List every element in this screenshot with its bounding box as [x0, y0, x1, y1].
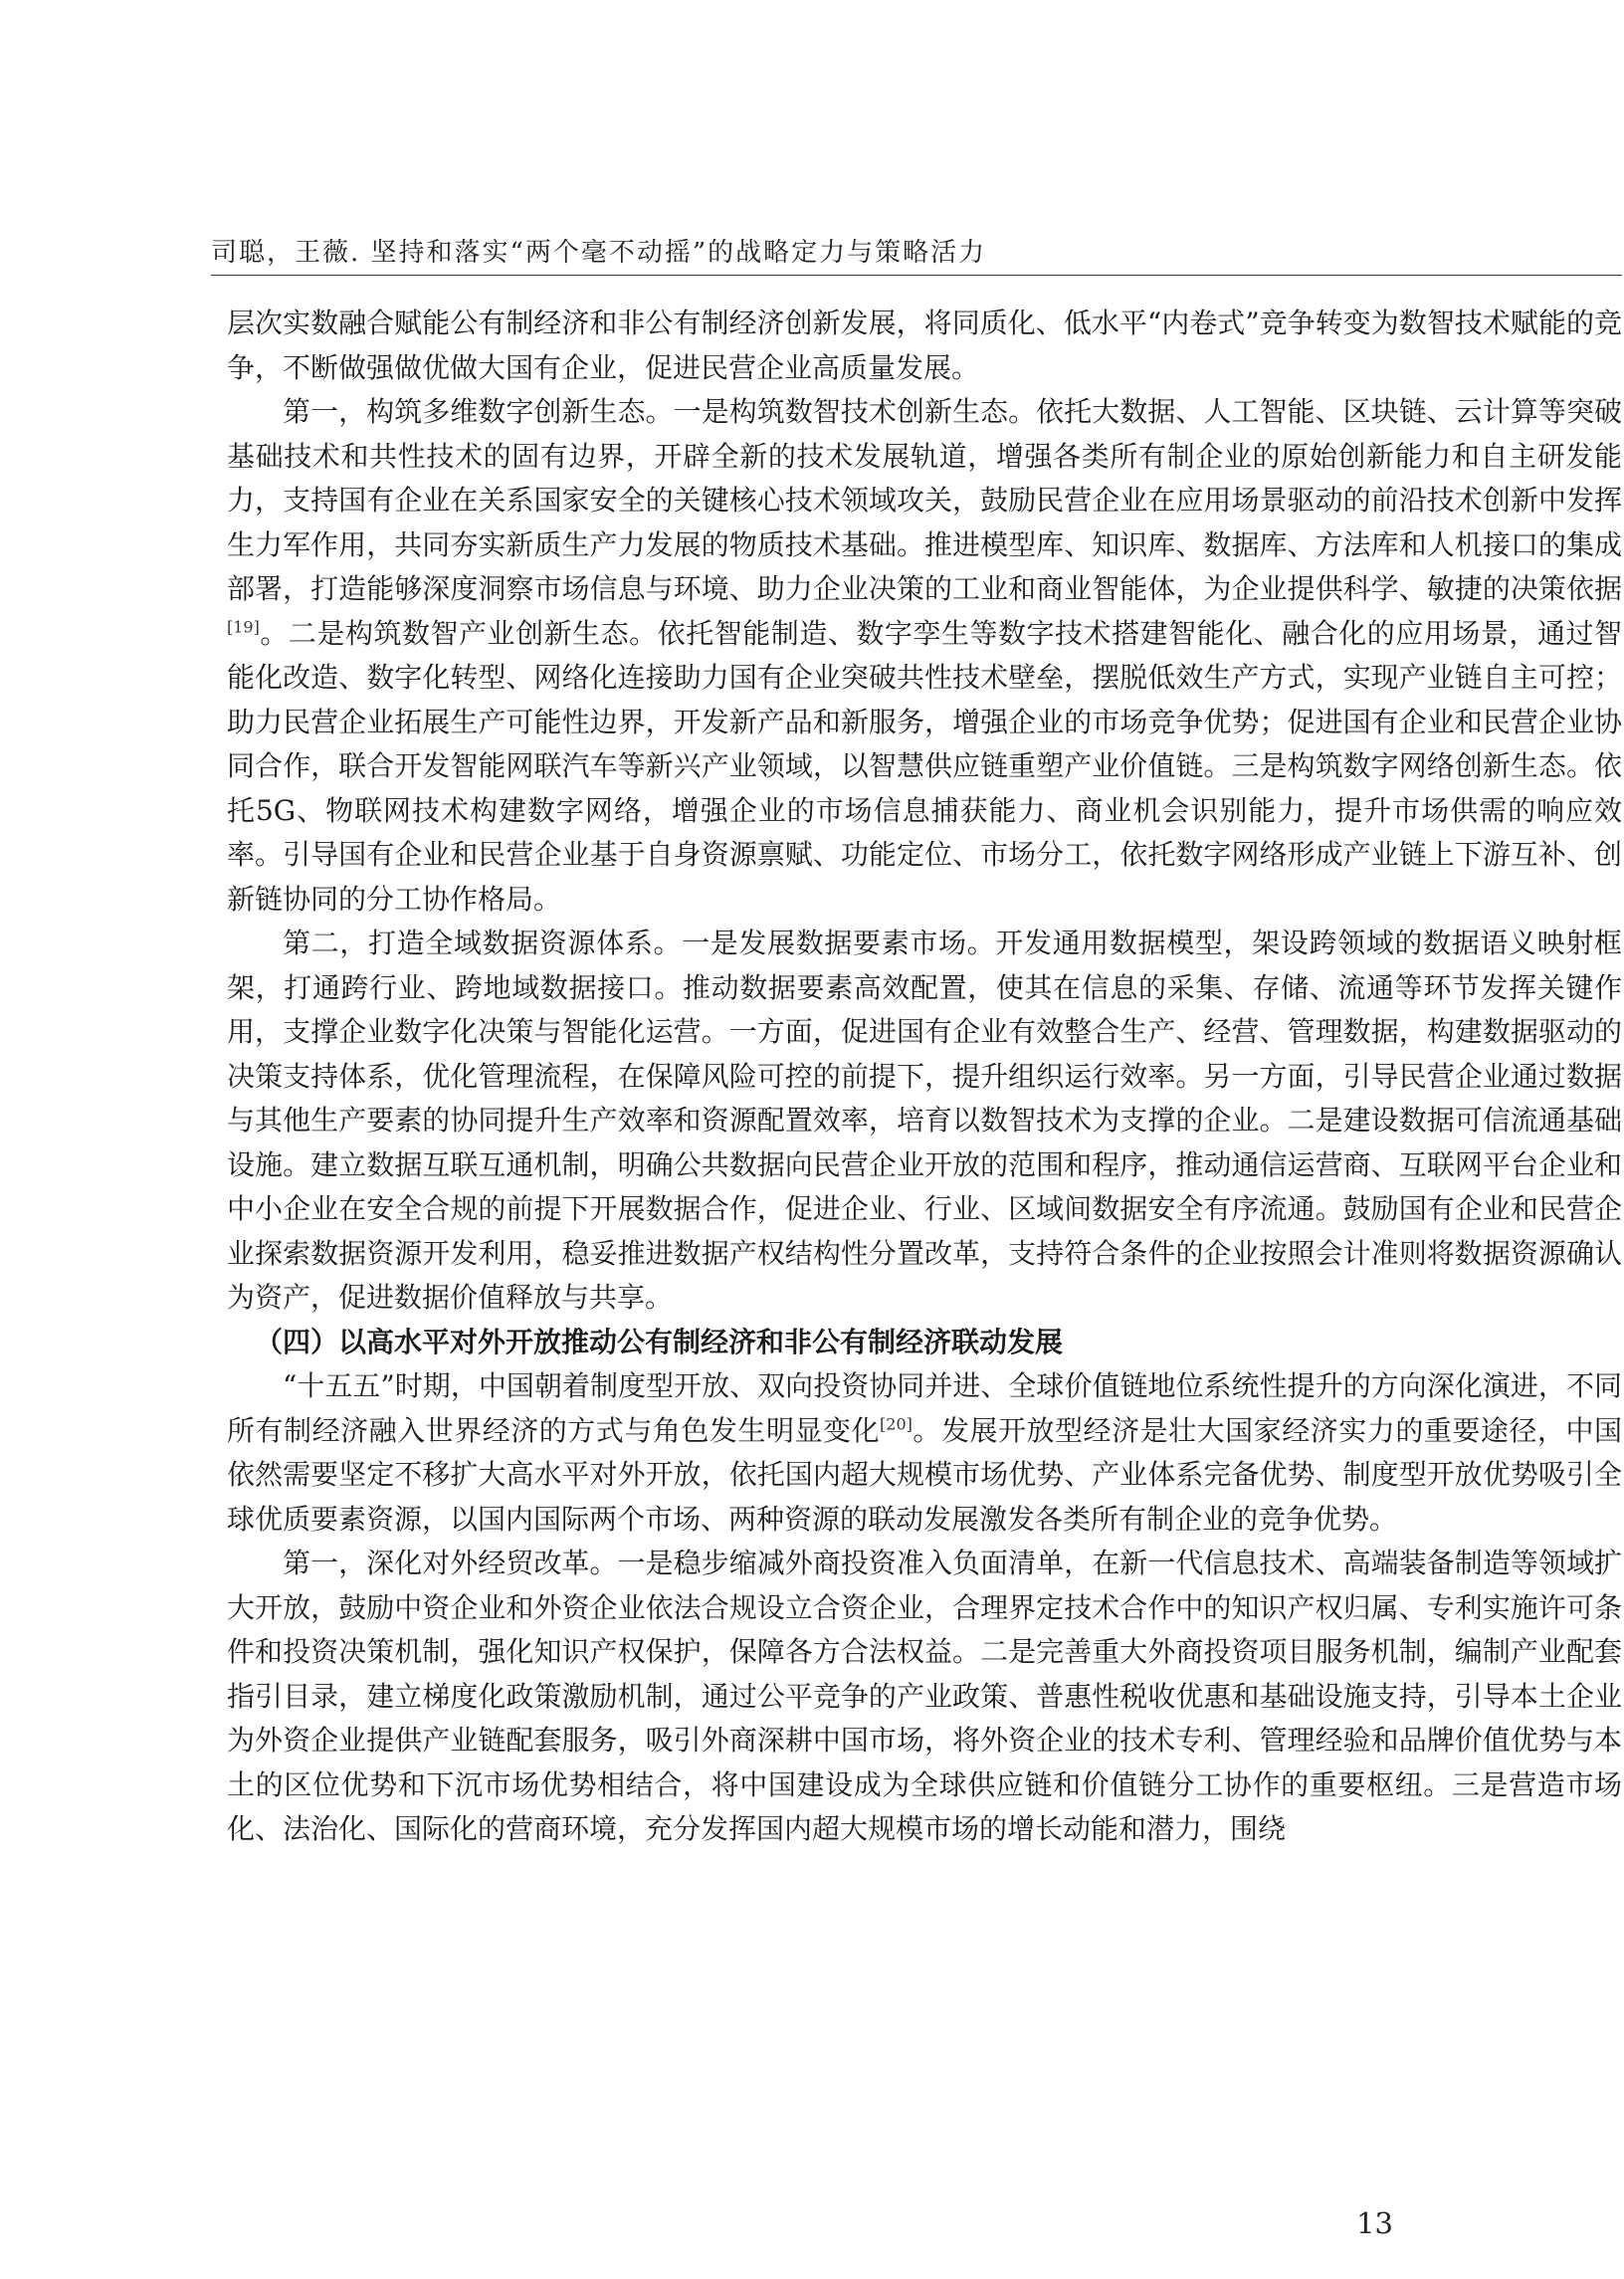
header-rule [211, 275, 1622, 276]
paragraph-continued: 层次实数融合赋能公有制经济和非公有制经济创新发展，将同质化、低水平“内卷式”竞争转变为数智技术赋能的竞争，不断做强做优做大国有企业，促进民营企业高质量发展。 [227, 307, 1622, 384]
paragraph-trade-reform: 第一，深化对外经贸改革。一是稳步缩减外商投资准入负面清单，在新一代信息技术、高端装备制造等领域扩大开放，鼓励中资企业和外资企业依法合规设立合资企业，合理界定技术合作中的知识产权归属、专利实施许可条件和投资决策机制，强化知识产权保护，保障各方合法权益。二是完善重大外商投资项目服务机制，编制产业配套指引目录，建立梯度化政策激励机制，通过公平竞争的产业政策、普惠性税收优惠和基础设施支持，引导本土企业为外资企业提供产业链配套服务，吸引外商深耕中国市场，将外资企业的技术专利、管理经验和品牌价值优势与本土的区位优势和下沉市场优势相结合，将中国建设成为全球供应链和价值链分工协作的重要枢纽。三是营造市场化、法治化、国际化的营商环境，充分发挥国内超大规模市场的增长动能和潜力，围绕 [227, 1547, 1622, 1845]
paragraph-opening-up [227, 1364, 1622, 1542]
article-body [227, 302, 1622, 1852]
paragraph-text: 。发展开放型经济是壮大国家经济实力的重要途径，中国依然需要坚定不移扩大高水平对外开放，依托国内超大规模市场优势、产业体系完备优势、制度型开放优势吸引全球优质要素资源，以国内国际两个市场、两种资源的联动发展激发各类所有制企业的竞争优势。 [227, 1413, 1622, 1536]
running-header: 司聪，王薇. 坚持和落实“两个毫不动摇”的战略定力与策略活力 [211, 238, 987, 268]
page-number: 13 [1356, 2206, 1393, 2240]
paragraph-digital-ecosystem [227, 390, 1622, 922]
citation-20: [20] [880, 1414, 913, 1434]
citation-19: [19] [227, 617, 260, 637]
paragraph-text: 第一，构筑多维数字创新生态。一是构筑数智技术创新生态。依托大数据、人工智能、区块链、云计算等突破基础技术和共性技术的固有边界，开辟全新的技术发展轨道，增强各类所有制企业的原始创新能力和自主研发能力，支持国有企业在关系国家安全的关键核心技术领域攻关，鼓励民营企业在应用场景驱动的前沿技术创新中发挥生力军作用，共同夯实新质生产力发展的物质技术基础。推进模型库、知识库、数据库、方法库和人机接口的集成部署，打造能够深度洞察市场信息与环境、助力企业决策的工业和商业智能体，为企业提供科学、敏捷的决策依据 [227, 395, 1622, 605]
paragraph-text: 。二是构筑数智产业创新生态。依托智能制造、数字孪生等数字技术搭建智能化、融合化的应用场景，通过智能化改造、数字化转型、网络化连接助力国有企业突破共性技术壁垒，摆脱低效生产方式，实现产业链自主可控；助力民营企业拓展生产可能性边界，开发新产品和新服务，增强企业的市场竞争优势；促进国有企业和民营企业协同合作，联合开发智能网联汽车等新兴产业领域，以智慧供应链重塑产业价值链。三是构筑数字网络创新生态。依托5G、物联网技术构建数字网络，增强企业的市场信息捕获能力、商业机会识别能力，提升市场供需的响应效率。引导国有企业和民营企业基于自身资源禀赋、功能定位、市场分工，依托数字网络形成产业链上下游互补、创新链协同的分工协作格局。 [227, 616, 1622, 916]
paragraph-text: “十五五”时期，中国朝着制度型开放、双向投资协同并进、全球价值链地位系统性提升的方向深化演进，不同所有制经济融入世界经济的方式与角色发生明显变化 [227, 1369, 1622, 1447]
section-heading-4: （四）以高水平对外开放推动公有制经济和非公有制经济联动发展 [255, 1325, 1064, 1358]
paragraph-data-resources: 第二，打造全域数据资源体系。一是发展数据要素市场。开发通用数据模型，架设跨领域的数据语义映射框架，打通跨行业、跨地域数据接口。推动数据要素高效配置，使其在信息的采集、存储、流通等环节发挥关键作用，支撑企业数字化决策与智能化运营。一方面，促进国有企业有效整合生产、经营、管理数据，构建数据驱动的决策支持体系，优化管理流程，在保障风险可控的前提下，提升组织运行效率。另一方面，引导民营企业通过数据与其他生产要素的协同提升生产效率和资源配置效率，培育以数智技术为支撑的企业。二是建设数据可信流通基础设施。建立数据互联互通机制，明确公共数据向民营企业开放的范围和程序，推动通信运营商、互联网平台企业和中小企业在安全合规的前提下开展数据合作，促进企业、行业、区域间数据安全有序流通。鼓励国有企业和民营企业探索数据资源开发利用，稳妥推进数据产权结构性分置改革，支持符合条件的企业按照会计准则将数据资源确认为资产，促进数据价值释放与共享。 [227, 927, 1622, 1314]
